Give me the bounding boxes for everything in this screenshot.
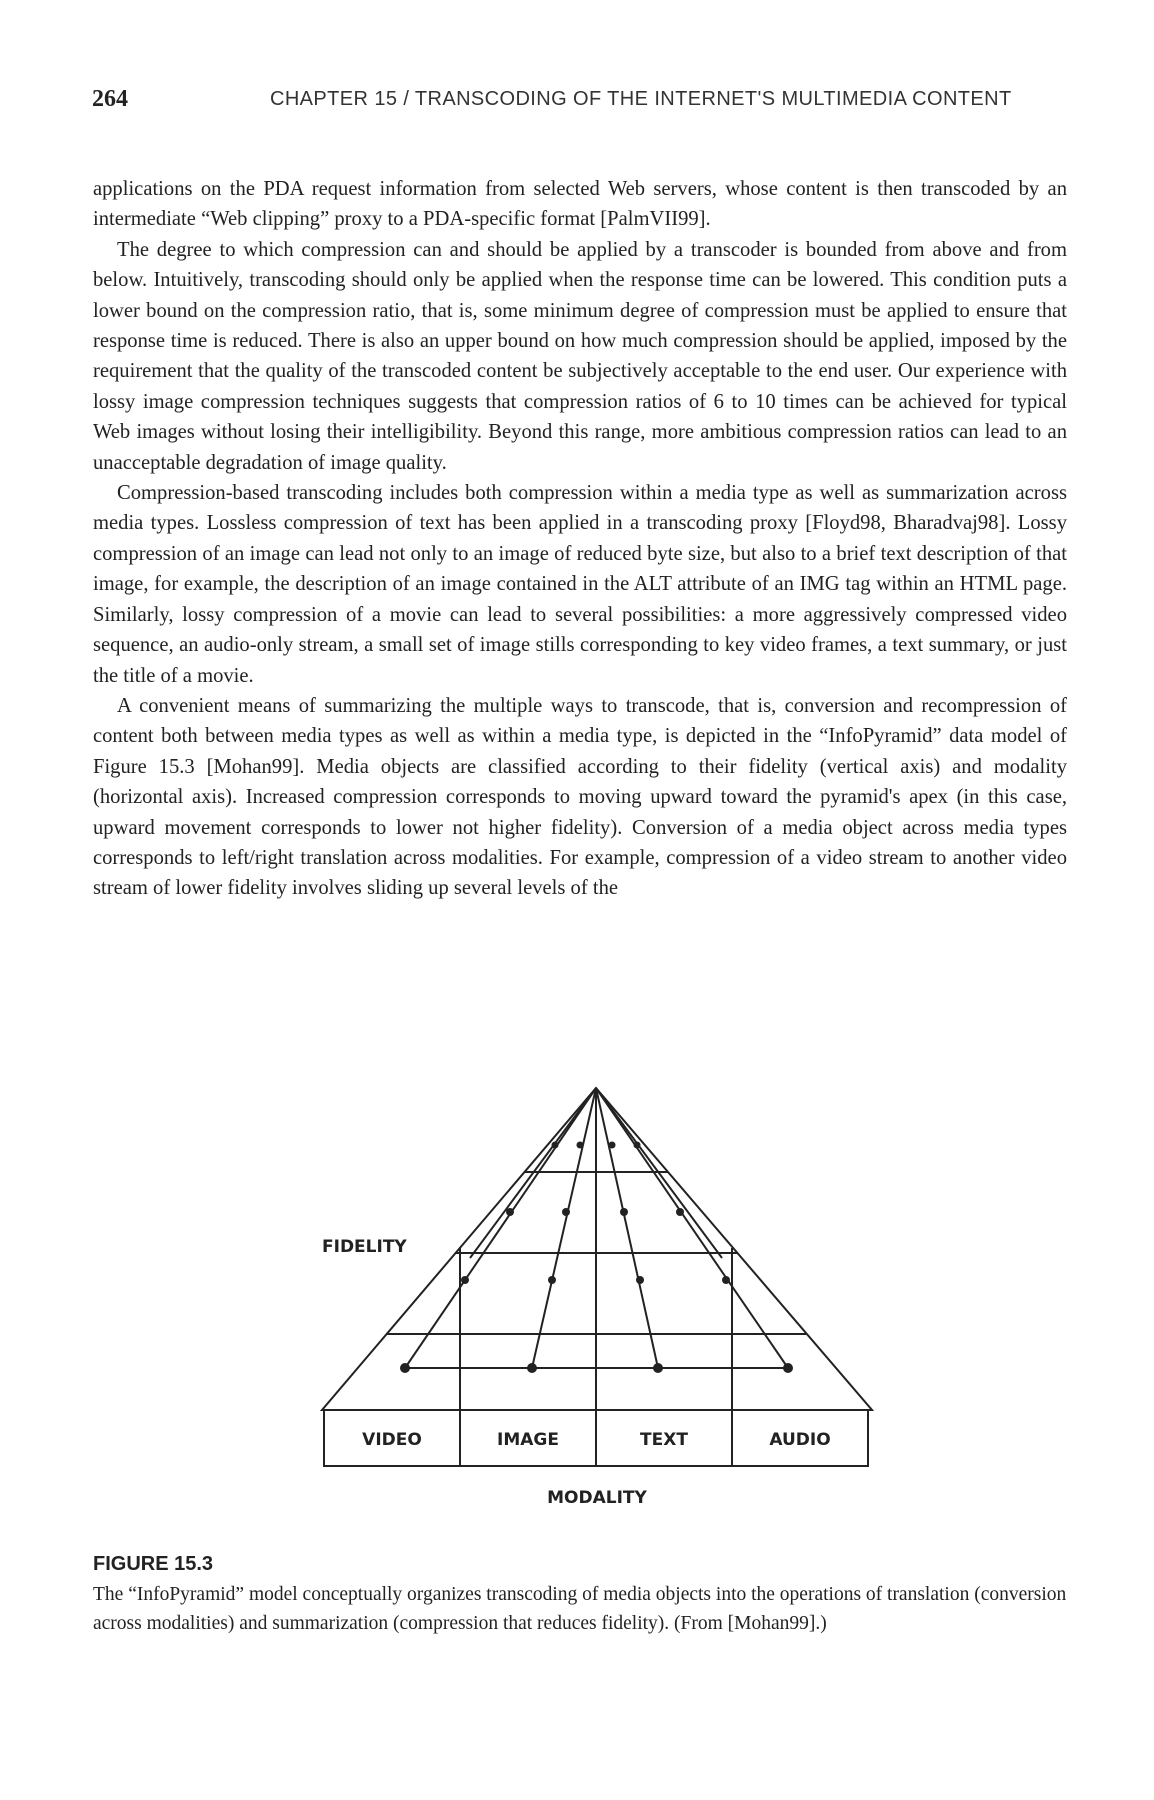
modality-label-audio: AUDIO — [769, 1430, 831, 1450]
node-marker — [527, 1363, 537, 1373]
fan-line — [470, 1088, 596, 1258]
fan-line — [596, 1088, 658, 1368]
modality-box-audio — [732, 1410, 868, 1466]
node-marker — [552, 1142, 559, 1149]
node-marker — [400, 1363, 410, 1373]
node-marker — [636, 1276, 644, 1284]
page-header — [92, 86, 1072, 122]
modality-label-video: VIDEO — [362, 1430, 422, 1450]
caption-text: The “InfoPyramid” model conceptually organizes transcoding of media objects into the operations of translation (conversion across modalities) and summarization (compression that reduces fidelity). (From [Mohan99].) — [93, 1584, 1067, 1634]
modality-box-image — [460, 1410, 596, 1466]
node-marker — [653, 1363, 663, 1373]
modality-box-text — [596, 1410, 732, 1466]
node-marker — [548, 1276, 556, 1284]
fidelity-label: FIDELITY — [322, 1237, 407, 1257]
body-text — [93, 174, 1067, 904]
pyramid-outline — [322, 1088, 872, 1410]
node-marker — [461, 1276, 469, 1284]
node-marker — [562, 1208, 570, 1216]
paragraph-2: The degree to which compression can and should be applied by a transcoder is bounded from above and from below. Intuitively, transcoding should only be applied when the response time can be lowered. This condition puts a lower bound on the compression ratio, that is, some minimum degree of compression must be applied to ensure that response time is reduced. There is also an upper bound on how much compression should be applied, imposed by the requirement that the quality of the transcoded content be subjectively acceptable to the end user. Our experience with lossy image compression techniques suggests that compression ratios of 6 to 10 times can be achieved for typical Web images without losing their intelligibility. Beyond this range, more ambitious compression ratios can lead to an unacceptable degradation of image quality. — [93, 238, 1067, 474]
modality-label-image: IMAGE — [497, 1430, 559, 1450]
modality-box-video — [324, 1410, 460, 1466]
fan-line — [405, 1088, 596, 1368]
fan-line — [596, 1088, 722, 1258]
paragraph-1: applications on the PDA request information from selected Web servers, whose content is then transcoded by an intermediate “Web clipping” proxy to a PDA-specific format [PalmVII99]. — [93, 178, 1067, 231]
page-number: 264 — [92, 86, 128, 112]
caption-title: FIGURE 15.3 — [93, 1553, 214, 1575]
paragraph-3: Compression-based transcoding includes both compression within a media type as well as summarization across media types. Lossless compression of text has been applied in a transcoding proxy [Floyd98, Bharadvaj98]. Lossy compression of an image can lead not only to an image of reduced byte size, but also to a brief text description of that image, for example, the description of an image contained in the ALT attribute of an IMG tag within an HTML page. Similarly, lossy compression of a movie can lead to several possibilities: a more aggressively compressed video sequence, an audio-only stream, a small set of image stills corresponding to key video frames, a text summary, or just the title of a movie. — [93, 482, 1067, 687]
running-head: CHAPTER 15 / TRANSCODING OF THE INTERNET'S MULTIMEDIA CONTENT — [270, 88, 1012, 110]
fan-line — [596, 1088, 788, 1368]
modality-label-text: TEXT — [640, 1430, 688, 1450]
fan-line — [532, 1088, 596, 1368]
paragraph-4: A convenient means of summarizing the multiple ways to transcode, that is, conversion and recompression of content both between media types as well as within a media type, is depicted in the “InfoPyramid” data model of Figure 15.3 [Mohan99]. Media objects are classified according to their fidelity (vertical axis) and modality (horizontal axis). Increased compression corresponds to moving upward toward the pyramid's apex (in this case, upward movement corresponds to lower not higher fidelity). Conversion of a media object across media types corresponds to left/right translation across modalities. For example, compression of a video stream to another video stream of lower fidelity involves sliding up several levels of the — [93, 694, 1067, 900]
node-marker — [620, 1208, 628, 1216]
node-marker — [676, 1208, 684, 1216]
figure-caption — [93, 1553, 1068, 1638]
node-marker — [634, 1142, 641, 1149]
node-marker — [577, 1142, 584, 1149]
node-marker — [506, 1208, 514, 1216]
node-marker — [609, 1142, 616, 1149]
modality-axis-label: MODALITY — [547, 1488, 647, 1508]
node-marker — [783, 1363, 793, 1373]
node-marker — [722, 1276, 730, 1284]
